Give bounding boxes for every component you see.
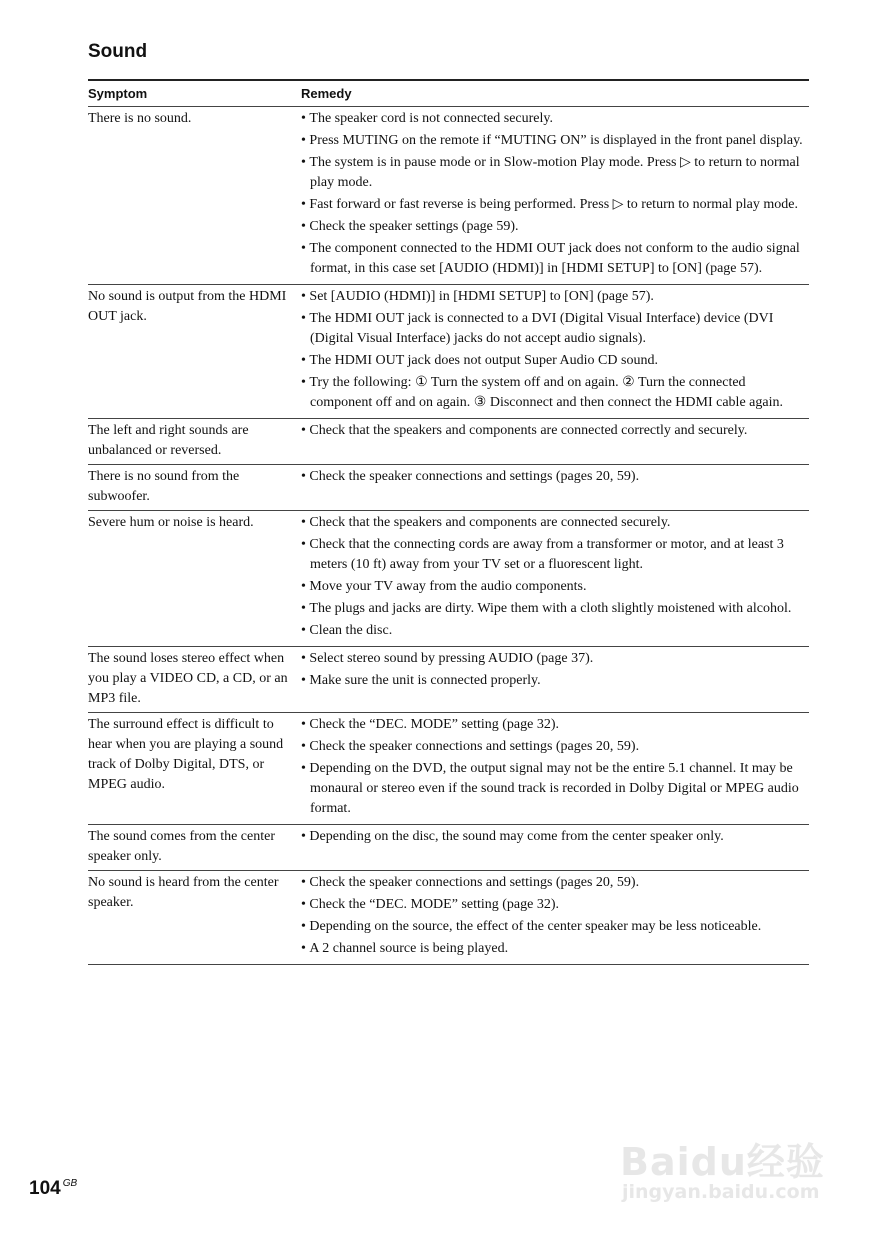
troubleshooting-table (88, 79, 809, 965)
remedy-item: • The speaker cord is not connected securely. (301, 109, 809, 129)
remedy-item: • The component connected to the HDMI OUT jack does not conform to the audio signal format, in this case set [AUDIO (HDMI)] in [HDMI SETUP] to [ON] (page 57). (301, 239, 809, 279)
table-row (88, 107, 809, 285)
table-row (88, 825, 809, 871)
remedy-item: • Check the “DEC. MODE” setting (page 32). (301, 895, 809, 915)
remedy-item: • Set [AUDIO (HDMI)] in [HDMI SETUP] to [ON] (page 57). (301, 287, 809, 307)
remedy-column-header: Remedy (301, 80, 809, 107)
table-row (88, 511, 809, 647)
symptom-cell: The sound comes from the center speaker only. (88, 825, 301, 871)
symptom-cell: There is no sound. (88, 107, 301, 285)
remedy-cell (301, 511, 809, 647)
table-header-row (88, 80, 809, 107)
symptom-column-header: Symptom (88, 80, 301, 107)
remedy-list (301, 873, 809, 959)
remedy-cell (301, 465, 809, 511)
remedy-item: • Check the “DEC. MODE” setting (page 32). (301, 715, 809, 735)
remedy-list (301, 513, 809, 641)
remedy-item: • Depending on the source, the effect of the center speaker may be less noticeable. (301, 917, 809, 937)
remedy-item: • Move your TV away from the audio components. (301, 577, 809, 597)
remedy-list (301, 649, 809, 691)
symptom-cell: There is no sound from the subwoofer. (88, 465, 301, 511)
page-number-suffix: GB (62, 1178, 78, 1189)
remedy-item: • Select stereo sound by pressing AUDIO (page 37). (301, 649, 809, 669)
remedy-cell (301, 419, 809, 465)
remedy-item: • Check the speaker connections and settings (pages 20, 59). (301, 873, 809, 893)
table-row (88, 871, 809, 965)
remedy-item: • Try the following: ① Turn the system off and on again. ② Turn the connected component off and on again. ③ Disconnect and then connect the HDMI cable again. (301, 373, 809, 413)
section-title: Sound (88, 41, 148, 62)
remedy-list (301, 421, 809, 441)
remedy-cell (301, 107, 809, 285)
symptom-cell: Severe hum or noise is heard. (88, 511, 301, 647)
remedy-item: • Press MUTING on the remote if “MUTING ON” is displayed in the front panel display. (301, 131, 809, 151)
table-row (88, 285, 809, 419)
remedy-list (301, 715, 809, 819)
table-row (88, 647, 809, 713)
remedy-item: • Clean the disc. (301, 621, 809, 641)
remedy-item: • Check that the speakers and components are connected correctly and securely. (301, 421, 809, 441)
watermark (600, 1095, 840, 1215)
symptom-cell: The sound loses stereo effect when you play a VIDEO CD, a CD, or an MP3 file. (88, 647, 301, 713)
remedy-item: • Check the speaker settings (page 59). (301, 217, 809, 237)
remedy-list (301, 827, 809, 847)
remedy-item: • Depending on the DVD, the output signal may not be the entire 5.1 channel. It may be monaural or stereo even if the sound track is recorded in Dolby Digital or MPEG audio format. (301, 759, 809, 819)
page-number (29, 1178, 77, 1200)
symptom-cell: The left and right sounds are unbalanced or reversed. (88, 419, 301, 465)
page-number-value: 104 (29, 1178, 61, 1199)
watermark-logo: Baidu经验 (620, 1140, 825, 1184)
remedy-item: • Fast forward or fast reverse is being performed. Press ▷ to return to normal play mode. (301, 195, 809, 215)
remedy-item: • Check the speaker connections and settings (pages 20, 59). (301, 467, 809, 487)
remedy-item: • A 2 channel source is being played. (301, 939, 809, 959)
remedy-item: • Check the speaker connections and settings (pages 20, 59). (301, 737, 809, 757)
remedy-item: • Check that the speakers and components are connected securely. (301, 513, 809, 533)
remedy-cell (301, 647, 809, 713)
remedy-item: • The plugs and jacks are dirty. Wipe them with a cloth slightly moistened with alcohol. (301, 599, 809, 619)
remedy-list (301, 467, 809, 487)
table-body (88, 107, 809, 965)
watermark-url: jingyan.baidu.com (622, 1181, 820, 1203)
table-row (88, 713, 809, 825)
remedy-list (301, 287, 809, 413)
remedy-cell (301, 871, 809, 965)
table-row (88, 419, 809, 465)
table-row (88, 465, 809, 511)
symptom-cell: No sound is heard from the center speaker. (88, 871, 301, 965)
symptom-cell: No sound is output from the HDMI OUT jack. (88, 285, 301, 419)
remedy-item: • The HDMI OUT jack does not output Super Audio CD sound. (301, 351, 809, 371)
remedy-cell (301, 825, 809, 871)
remedy-item: • The system is in pause mode or in Slow-motion Play mode. Press ▷ to return to normal play mode. (301, 153, 809, 193)
remedy-cell (301, 285, 809, 419)
symptom-cell: The surround effect is difficult to hear when you are playing a sound track of Dolby Digital, DTS, or MPEG audio. (88, 713, 301, 825)
remedy-item: • Depending on the disc, the sound may come from the center speaker only. (301, 827, 809, 847)
remedy-item: • Make sure the unit is connected properly. (301, 671, 809, 691)
remedy-item: • The HDMI OUT jack is connected to a DVI (Digital Visual Interface) device (DVI (Digital Visual Interface) jacks do not accept audio signals). (301, 309, 809, 349)
remedy-cell (301, 713, 809, 825)
remedy-item: • Check that the connecting cords are away from a transformer or motor, and at least 3 meters (10 ft) away from your TV set or a fluorescent light. (301, 535, 809, 575)
remedy-list (301, 109, 809, 279)
